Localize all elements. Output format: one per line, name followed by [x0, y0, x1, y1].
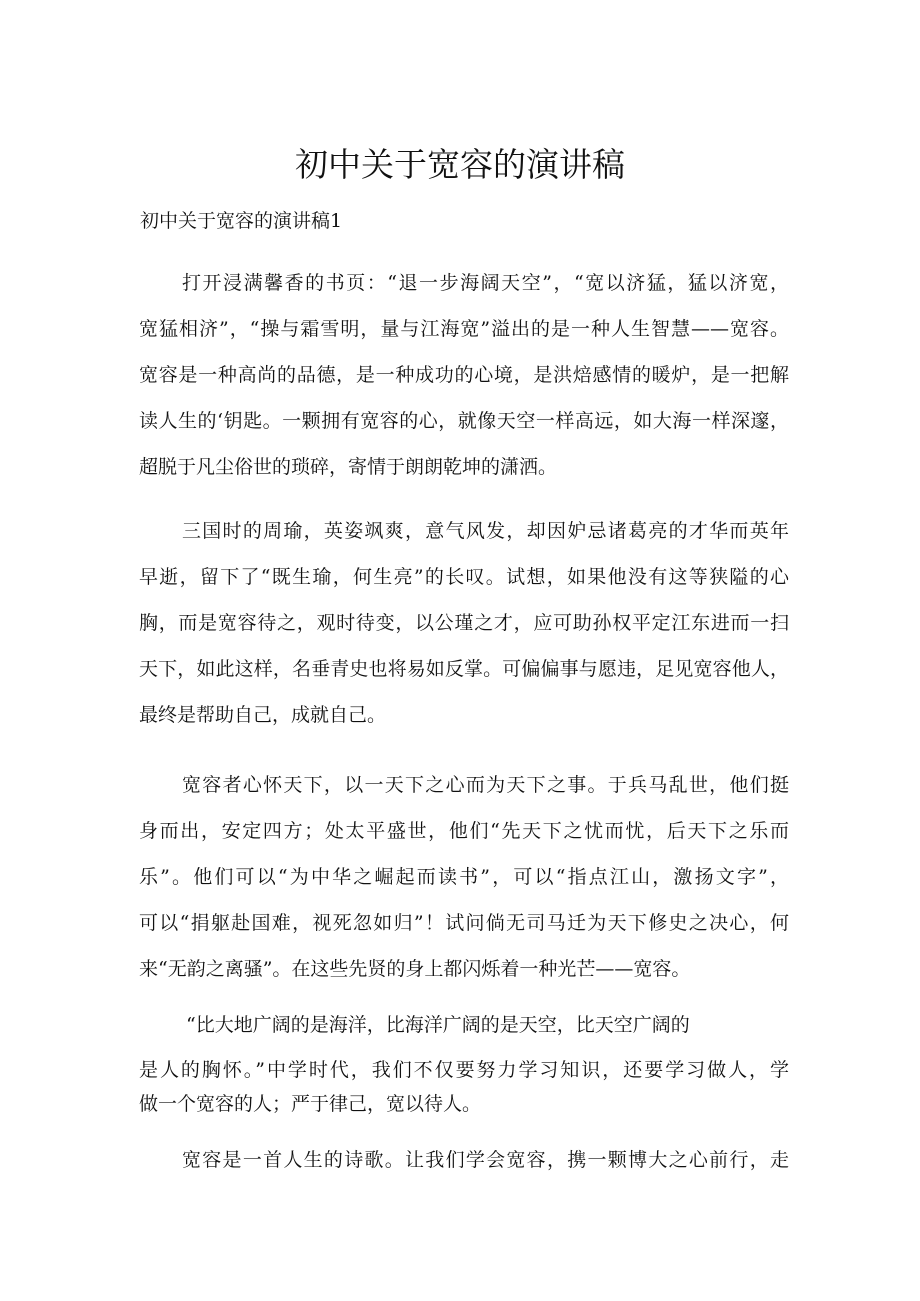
paragraph-line: 来“无韵之离骚”。在这些先贤的身上都闪烁着一种光芒——宽容。 [139, 958, 691, 980]
paragraph-line: 三国时的周瑜，英姿飒爽，意气风发，却因妒忌诸葛亮的才华而英年 [182, 520, 789, 542]
paragraph-line: 乐”。他们可以“为中华之崛起而读书”，可以“指点江山，激扬文字”， [139, 866, 789, 888]
paragraph-line: 宽猛相济”，“操与霜雪明，量与江海宽”溢出的是一种人生智慧——宽容。 [139, 318, 789, 340]
paragraph-4 [139, 1008, 789, 1121]
paragraph-line: 宽容是一首人生的诗歌。让我们学会宽容，携一颗博大之心前行，走 [182, 1149, 789, 1171]
paragraph-line: “比大地广阔的是海洋，比海洋广阔的是天空，比天空广阔的 [186, 1014, 690, 1036]
paragraph-1 [139, 260, 789, 490]
document-title: 初中关于宽容的演讲稿 [295, 145, 625, 184]
paragraph-line: 身而出，安定四方；处太平盛世，他们“先天下之忧而忧，后天下之乐而 [139, 820, 789, 842]
paragraph-line: 宽容者心怀天下，以一天下之心而为天下之事。于兵马乱世，他们挺 [182, 774, 789, 796]
paragraph-2 [139, 508, 789, 738]
paragraph-line: 超脱于凡尘俗世的琐碎，寄情于朗朗乾坤的潇洒。 [139, 456, 558, 478]
paragraph-5 [139, 1137, 789, 1183]
paragraph-line: 打开浸满馨香的书页：“退一步海阔天空”，“宽以济猛，猛以济宽， [182, 272, 789, 294]
paragraph-line: 是人的胸怀。”中学时代，我们不仅要努力学习知识，还要学习做人，学 [139, 1059, 789, 1081]
paragraph-line: 做一个宽容的人；严于律己，宽以待人。 [139, 1093, 482, 1115]
paragraph-line: 可以“捐躯赴国难，视死忽如归”！试问倘无司马迁为天下修史之决心，何 [139, 912, 789, 934]
paragraph-line: 天下，如此这样，名垂青史也将易如反掌。可偏偏事与愿违，足见宽容他人， [139, 658, 789, 680]
paragraph-line: 胸，而是宽容待之，观时待变，以公瑾之才，应可助孙权平定江东进而一扫 [139, 612, 789, 634]
paragraph-line: 最终是帮助自己，成就自己。 [139, 704, 387, 726]
document-subtitle: 初中关于宽容的演讲稿1 [140, 210, 343, 232]
paragraph-line: 宽容是一种高尚的品德，是一种成功的心境，是洪焙感情的暖炉，是一把解 [139, 364, 789, 386]
paragraph-3 [139, 762, 789, 992]
paragraph-line: 早逝，留下了“既生瑜，何生亮”的长叹。试想，如果他没有这等狭隘的心 [139, 566, 789, 588]
paragraph-line: 读人生的‘钥匙。一颗拥有宽容的心，就像天空一样高远，如大海一样深邃， [139, 410, 789, 432]
